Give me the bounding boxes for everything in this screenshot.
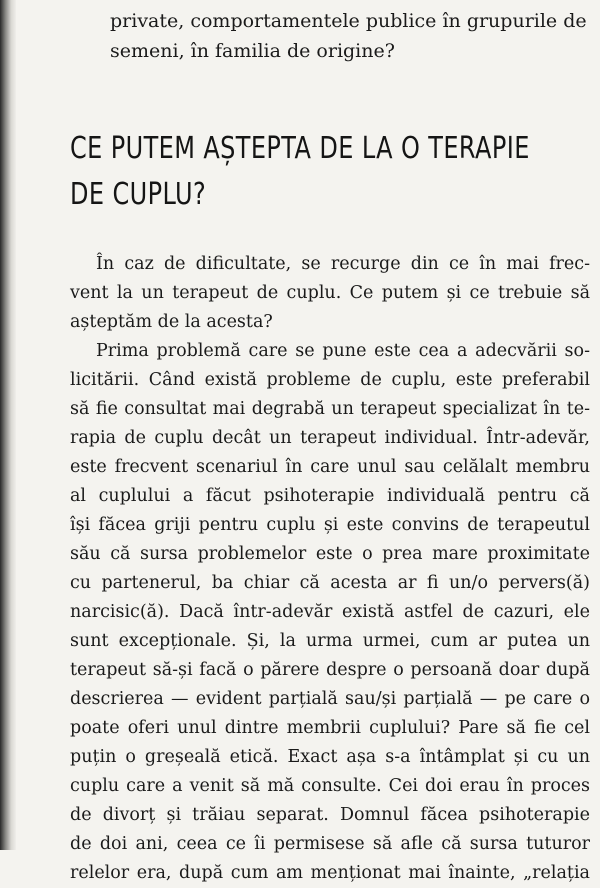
intro-line: semeni, în familia de origine? (110, 40, 395, 62)
text-line: așteptăm de la acesta? (70, 312, 273, 332)
text-line: rapia de cuplu decât un terapeut individual. Într-adevăr, (70, 428, 590, 448)
intro-line: private, comportamentele publice în grupurile de (110, 10, 587, 32)
text-line: În caz de dificultate, se recurge din ce în mai frec- (96, 254, 590, 274)
intro-text (110, 6, 590, 66)
text-line: licitării. Când există probleme de cuplu, este preferabil (70, 370, 590, 390)
heading-line: CE PUTEM AȘTEPTA DE LA O TERAPIE (70, 131, 530, 166)
text-line: de divorț și trăiau separat. Domnul făcea psihoterapie (70, 805, 590, 825)
body-text (70, 250, 590, 888)
text-line: să fie consultat mai degrabă un terapeut specializat în te- (70, 399, 590, 419)
text-line: de doi ani, ceea ce îi permisese să afle că sursa tuturor (70, 834, 590, 854)
text-line: cuplu care a venit să mă consulte. Cei doi erau în proces (70, 776, 590, 796)
text-line: își făcea griji pentru cuplu și este convins de terapeutul (70, 515, 590, 535)
paragraph-2 (70, 337, 590, 888)
book-spine-shadow (0, 0, 16, 850)
text-line: poate oferi unul dintre membrii cuplului? Pare să fie cel (70, 718, 590, 738)
text-line: narcisic(ă). Dacă într-adevăr există astfel de cazuri, ele (70, 602, 590, 622)
text-line: sunt excepționale. Și, la urma urmei, cum ar putea un (70, 631, 590, 651)
text-line: terapeut să-și facă o părere despre o persoană doar după (70, 660, 590, 680)
text-line: cu partenerul, ba chiar că acesta ar fi un/o pervers(ă) (70, 573, 590, 593)
text-line: puțin o greșeală etică. Exact așa s-a întâmplat și cu un (70, 747, 590, 767)
section-heading (70, 126, 530, 218)
text-line: descrierea — evident parțială sau/și parțială — pe care o (70, 689, 590, 709)
text-line: este frecvent scenariul în care unul sau celălalt membru (70, 457, 590, 477)
text-line: al cuplului a făcut psihoterapie individuală pentru că (70, 486, 590, 506)
book-page (18, 0, 600, 883)
heading-line: DE CUPLU? (70, 177, 207, 212)
text-line: său că sursa problemelor este o prea mare proximitate (70, 544, 590, 564)
text-line: Prima problemă care se pune este cea a adecvării so- (96, 341, 590, 361)
paragraph-1 (70, 250, 590, 337)
text-line: relelor era, după cum am menționat mai înainte, „relația (70, 863, 590, 883)
text-line: vent la un terapeut de cuplu. Ce putem și ce trebuie să (70, 283, 590, 303)
